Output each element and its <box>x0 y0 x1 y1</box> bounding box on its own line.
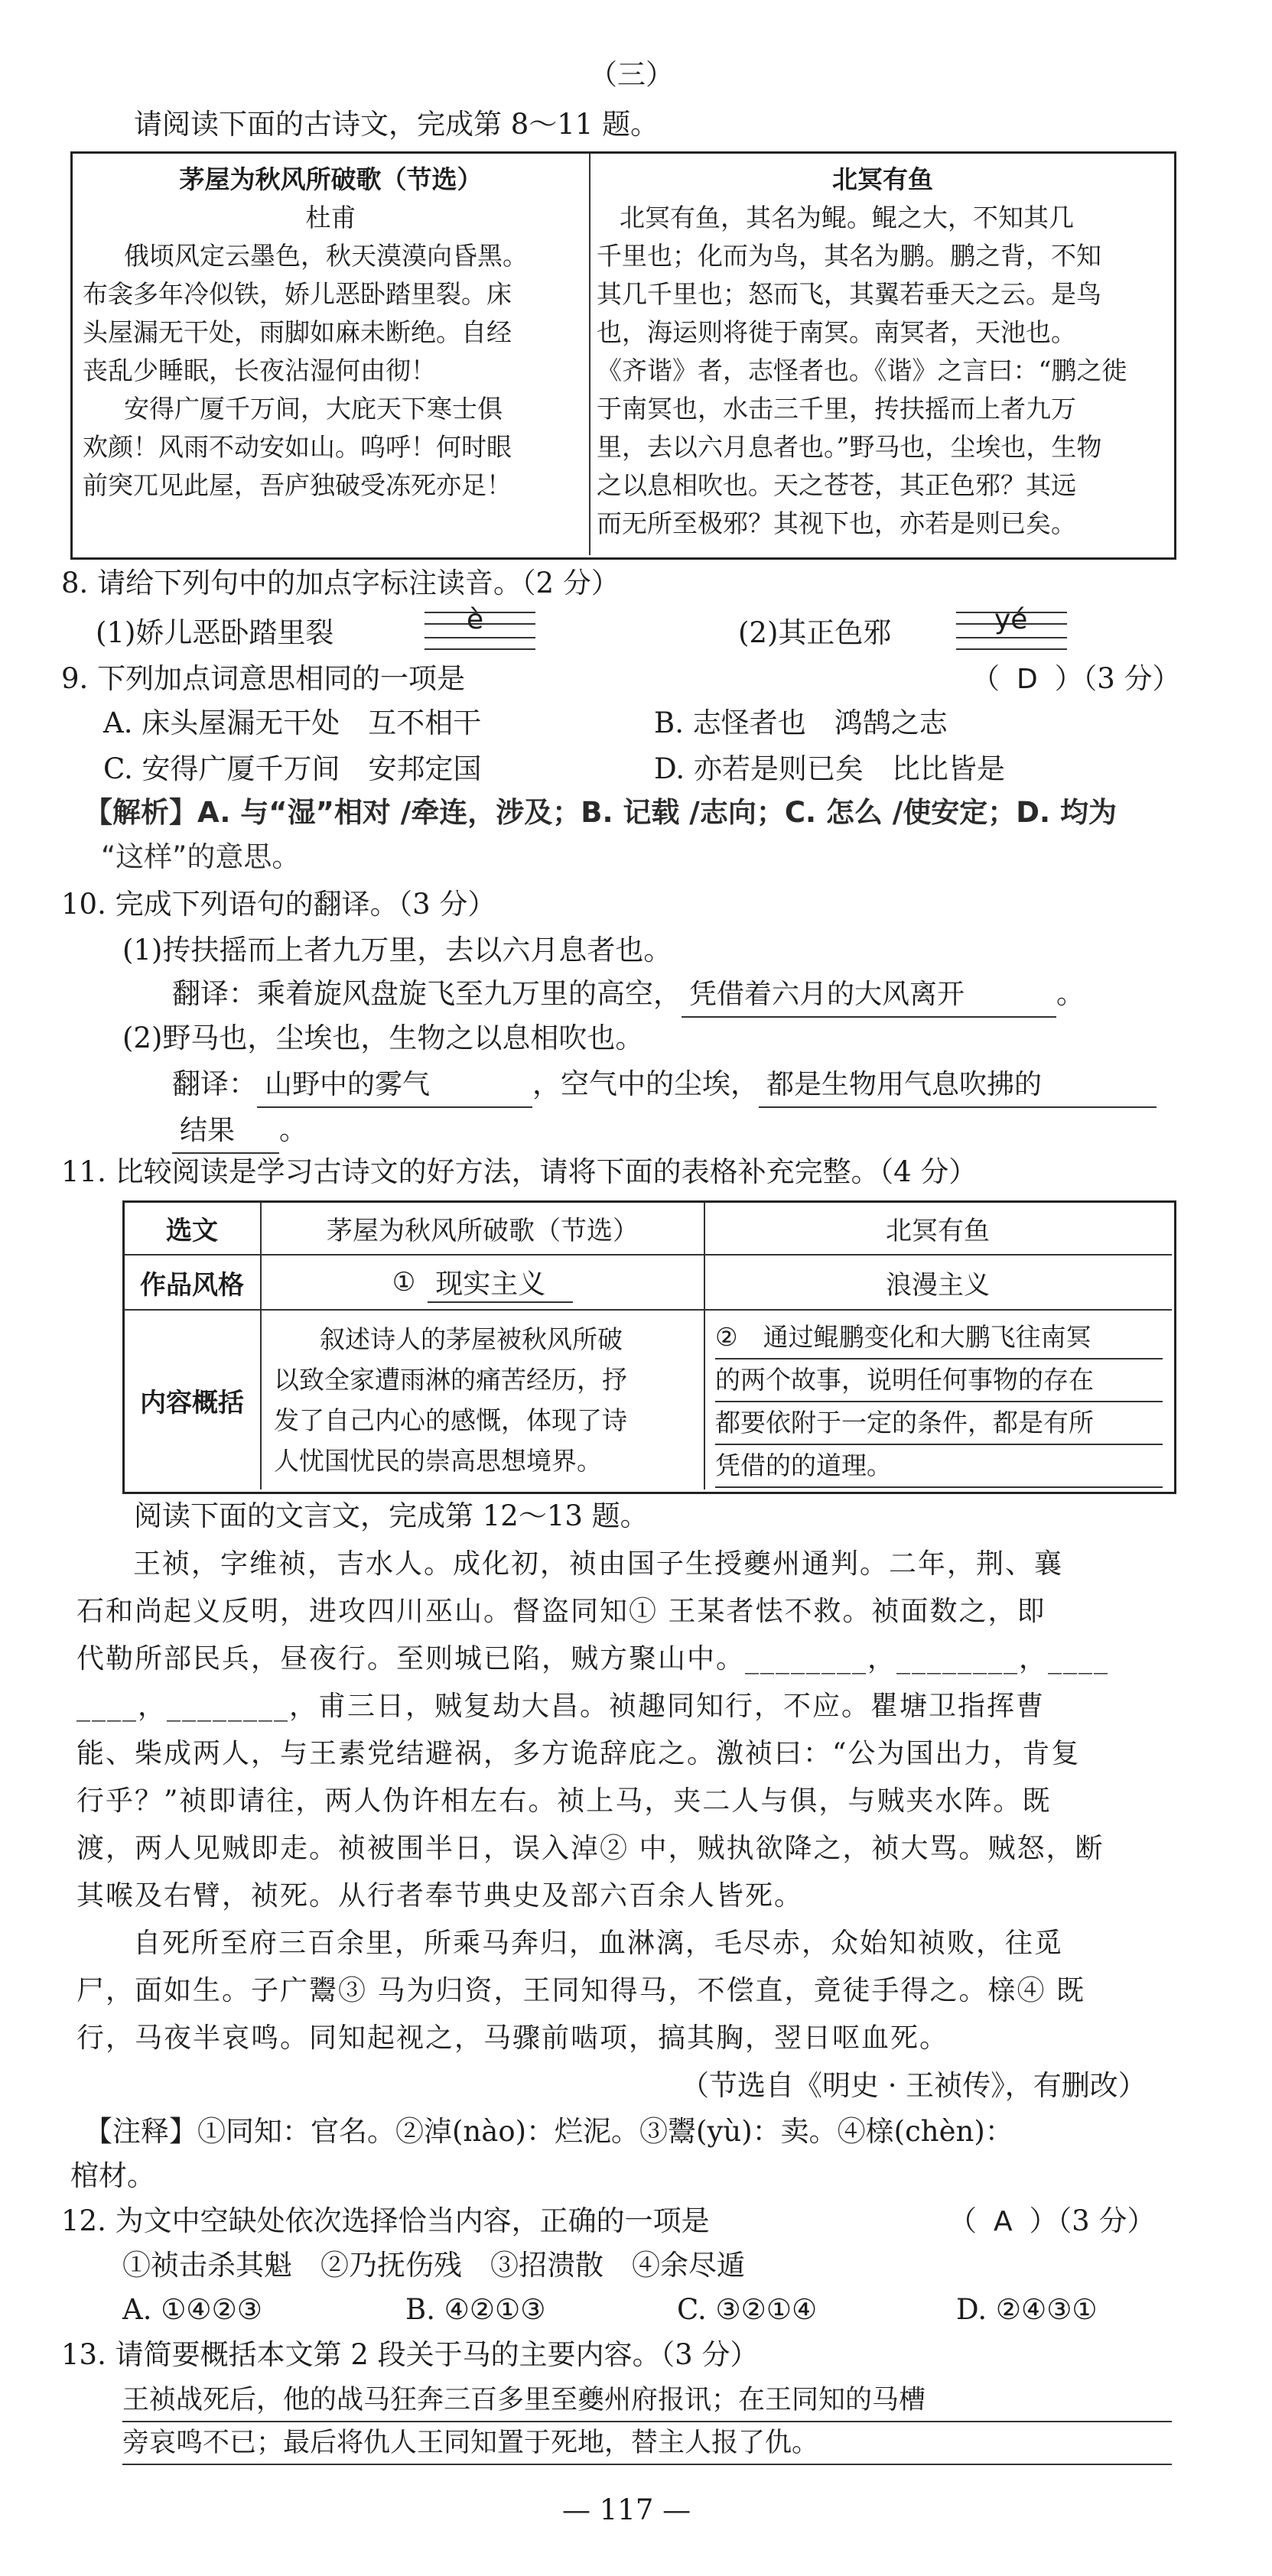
passage-line: 石和尚起义反明，进攻四川巫山。督盗同知① 王某者怯不救。祯面数之，即 <box>76 1596 1046 1627</box>
q10-t1-suffix: 。 <box>1056 977 1085 1010</box>
table-row1-col2: 浪漫主义 <box>886 1269 990 1301</box>
summary-line: 以致全家遭雨淋的痛苦经历，抒 <box>274 1365 627 1395</box>
passage-line: 其喉及右臂，祯死。从行者奉节典史及部六百余人皆死。 <box>76 1880 804 1912</box>
table-header-col1: 茅屋为秋风所破歌（节选） <box>327 1215 639 1246</box>
q13-answer-line1: 王祯战死后，他的战马狂奔三百多里至夔州府报讯；在王同知的马槽 <box>122 2379 1172 2422</box>
q9-option: B. 志怪者也 鸿鹄之志 <box>654 707 948 739</box>
q12-option: B. ④②①③ <box>405 2293 546 2326</box>
q12-stem: 12. 为文中空缺处依次选择恰当内容，正确的一项是 <box>61 2204 710 2237</box>
passage-source: （节选自《明史 · 王祯传》，有删改） <box>681 2069 1147 2102</box>
notes-cont: 棺材。 <box>70 2159 155 2192</box>
q10-t2-answer3: 结果 <box>172 1109 279 1154</box>
table-row-line <box>124 1309 1172 1311</box>
q12-score: （3 分） <box>1057 2204 1156 2237</box>
passage-line: 王祯，字维祯，吉水人。成化初，祯由国子生授夔州通判。二年，荆、襄 <box>133 1548 1064 1580</box>
prose-line: 之以息相吹也。天之苍苍，其正色邪？其远 <box>597 470 1076 500</box>
table-row2-col1 <box>274 1319 699 1481</box>
q12-answer-paren: （ A ）（3 分） <box>948 2204 1156 2237</box>
passage-line: 自死所至府三百余里，所乘马奔归，血淋漓，毛尽赤，众始知祯败，往觅 <box>133 1928 1064 1959</box>
prose-line: 北冥有鱼，其名为鲲。鲲之大，不知其几 <box>620 203 1074 232</box>
q10-translation2 <box>172 1063 1157 1108</box>
prose-line: 其几千里也；怒而飞，其翼若垂天之云。是鸟 <box>597 279 1101 309</box>
poem-line: 安得广厦千万间，大庇天下寒士俱 <box>124 394 503 424</box>
poem-line: 丧乱少睡眠，长夜沾湿何由彻！ <box>83 356 436 385</box>
passage <box>76 1541 1178 2062</box>
pinyin-line <box>425 648 535 650</box>
q10-stem: 10. 完成下列语句的翻译。（3 分） <box>61 888 496 921</box>
q8-item1: (1)娇儿恶卧踏里裂 <box>96 616 334 649</box>
q9-option: C. 安得广厦千万间 安邦定国 <box>103 752 482 785</box>
summary-line: 叙述诗人的茅屋被秋风所破 <box>320 1324 623 1354</box>
prose-title: 北冥有鱼 <box>832 164 933 194</box>
poem-author: 杜甫 <box>305 203 356 232</box>
poem-line: 欢颜！风雨不动安如山。呜呼！何时眼 <box>83 432 512 462</box>
q10-t2-suffix: 。 <box>279 1113 307 1146</box>
q10-t1-answer: 凭借着六月的大风离开 <box>682 973 1056 1018</box>
prose-line: 也，海运则将徙于南冥。南冥者，天池也。 <box>597 317 1076 347</box>
q10-t2-prefix: 翻译： <box>172 1067 257 1100</box>
answer-line: 都要依附于一定的条件，都是有所 <box>715 1402 1163 1445</box>
poem-line: 头屋漏无干处，雨脚如麻未断绝。自经 <box>83 317 512 347</box>
intro-text: 请阅读下面的古诗文，完成第 8～11 题。 <box>134 108 659 141</box>
table-row1-label: 作品风格 <box>140 1269 244 1301</box>
passage-line: 行乎？”祯即请往，两人伪许相左右。祯上马，夹二人与俱，与贼夹水阵。既 <box>76 1785 1052 1817</box>
pinyin-line <box>425 637 535 638</box>
table-row2-col2 <box>715 1317 1163 1488</box>
notes: 【注释】①同知：官名。②淖(nào)：烂泥。③鬻(yù)：卖。④榇(chèn)： <box>84 2115 1013 2148</box>
poem-line: 布衾多年冷似铁，娇儿恶卧踏里裂。床 <box>83 279 512 309</box>
q10-sentence1: (1)抟扶摇而上者九万里，去以六月息者也。 <box>122 934 672 966</box>
q9-stem: 9. 下列加点词意思相同的一项是 <box>61 662 466 695</box>
q12-answer: A <box>994 2206 1013 2237</box>
q10-translation2-cont <box>172 1109 307 1154</box>
q8-item2: (2)其正色邪 <box>738 616 892 649</box>
pinyin-line <box>956 637 1067 638</box>
prose-line: 里，去以六月息者也。”野马也，尘埃也，生物 <box>597 432 1102 462</box>
passage-line: 行，马夜半哀鸣。同知起视之，马骤前啮项，搞其胸，翌日呕血死。 <box>76 2022 949 2054</box>
table-row1-num: ① <box>392 1267 416 1298</box>
poem-line: 前突兀见此屋，吾庐独破受冻死亦足！ <box>83 470 512 500</box>
prose-panel <box>597 161 1169 543</box>
q10-translation1 <box>172 973 1085 1018</box>
q9-option: A. 床头屋漏无干处 互不相干 <box>103 707 482 739</box>
prose-line: 千里也；化而为鸟，其名为鹏。鹏之背，不知 <box>597 241 1101 271</box>
section-title: （三） <box>589 58 674 91</box>
q12-option: C. ③②①④ <box>677 2293 818 2326</box>
q9-answer: D <box>1017 664 1038 695</box>
passage-line: 代勒所部民兵，昼夜行。至则城已陷，贼方聚山中。________，________，____ <box>76 1643 1110 1675</box>
q9-answer-paren: （ D ）（3 分） <box>971 662 1181 695</box>
table-row1-answer: 现实主义 <box>428 1262 573 1303</box>
passage-line: 尸，面如生。子广鬻③ 马为归资，王同知得马，不偿直，竟徒手得之。榇④ 既 <box>76 1975 1085 2006</box>
q8-answer1: è <box>467 604 484 635</box>
prose-line: 《齐谐》者，志怪者也。《谐》之言曰：“鹏之徙 <box>597 356 1127 385</box>
q8-stem: 8. 请给下列句中的加点字标注读音。（2 分） <box>61 567 620 599</box>
summary-line: 发了自己内心的感慨，体现了诗 <box>274 1405 627 1435</box>
passage-line: ____，________，甫三日，贼复劫大昌。祯趣同知行，不应。瞿塘卫指挥曹 <box>76 1691 1046 1722</box>
q10-t2-answer1: 山野中的雾气 <box>257 1064 532 1108</box>
q9-score: （3 分） <box>1082 662 1181 695</box>
q8-answer2: yé <box>994 604 1028 635</box>
q10-t2-mid: ，空气中的尘埃， <box>532 1067 759 1100</box>
answer-line: ② 通过鲲鹏变化和大鹏飞往南冥 <box>715 1317 1163 1359</box>
answer-line: 凭借的的道理。 <box>715 1445 1163 1488</box>
table-header-label: 选文 <box>166 1215 218 1246</box>
pinyin-line <box>956 648 1067 650</box>
poem-line: 俄顷风定云墨色，秋天漠漠向昏黑。 <box>124 241 528 271</box>
passage-line: 能、柴成两人，与王素党结避祸，多方诡辞庇之。激祯曰：“公为国出力，肯复 <box>76 1738 1081 1769</box>
table-row1-col1 <box>262 1256 704 1309</box>
prose-line: 于南冥也，水击三千里，抟扶摇而上者九万 <box>597 394 1076 424</box>
table-header-col2: 北冥有鱼 <box>886 1215 990 1246</box>
answer-line: 的两个故事，说明任何事物的存在 <box>715 1359 1163 1402</box>
intro2-text: 阅读下面的文言文，完成第 12～13 题。 <box>134 1499 649 1532</box>
q9-analysis: 【解析】A. 与“湿”相对 /牵连，涉及；B. 记载 /志向；C. 怎么 /使安定；D. 均为 <box>84 796 1117 829</box>
page-number: — 117 — <box>562 2493 691 2526</box>
q11-stem: 11. 比较阅读是学习古诗文的好方法，请将下面的表格补充完整。（4 分） <box>61 1155 978 1188</box>
box-divider <box>589 153 590 555</box>
q13-stem: 13. 请简要概括本文第 2 段关于马的主要内容。（3 分） <box>61 2338 759 2371</box>
q9-option: D. 亦若是则已矣 比比皆是 <box>654 752 1005 785</box>
table-row2-label: 内容概括 <box>140 1387 244 1418</box>
prose-line: 而无所至极邪？其视下也，亦若是则已矣。 <box>597 508 1076 538</box>
q10-t2-answer2: 都是生物用气息吹拂的 <box>759 1064 1157 1108</box>
q13-answer-line2: 旁哀鸣不已；最后将仇人王同知置于死地，替主人报了仇。 <box>122 2422 1172 2465</box>
q12-items: ①祯击杀其魁 ②乃抚伤残 ③招溃散 ④余尽遁 <box>122 2249 745 2282</box>
summary-line: 人忧国忧民的崇高思想境界。 <box>274 1446 602 1476</box>
q12-option: D. ②④③① <box>956 2293 1098 2326</box>
q10-sentence2: (2)野马也，尘埃也，生物之以息相吹也。 <box>122 1022 644 1054</box>
passage-line: 渡，两人见贼即走。祯被围半日，误入淖② 中，贼执欲降之，祯大骂。贼怒，断 <box>76 1833 1104 1864</box>
q12-option: A. ①④②③ <box>122 2293 262 2326</box>
q10-t1-prefix: 翻译：乘着旋风盘旋飞至九万里的高空， <box>172 977 682 1010</box>
poem-title: 茅屋为秋风所破歌（节选） <box>179 164 483 194</box>
poem-panel <box>76 161 585 505</box>
q9-analysis-cont: “这样”的意思。 <box>101 840 301 873</box>
